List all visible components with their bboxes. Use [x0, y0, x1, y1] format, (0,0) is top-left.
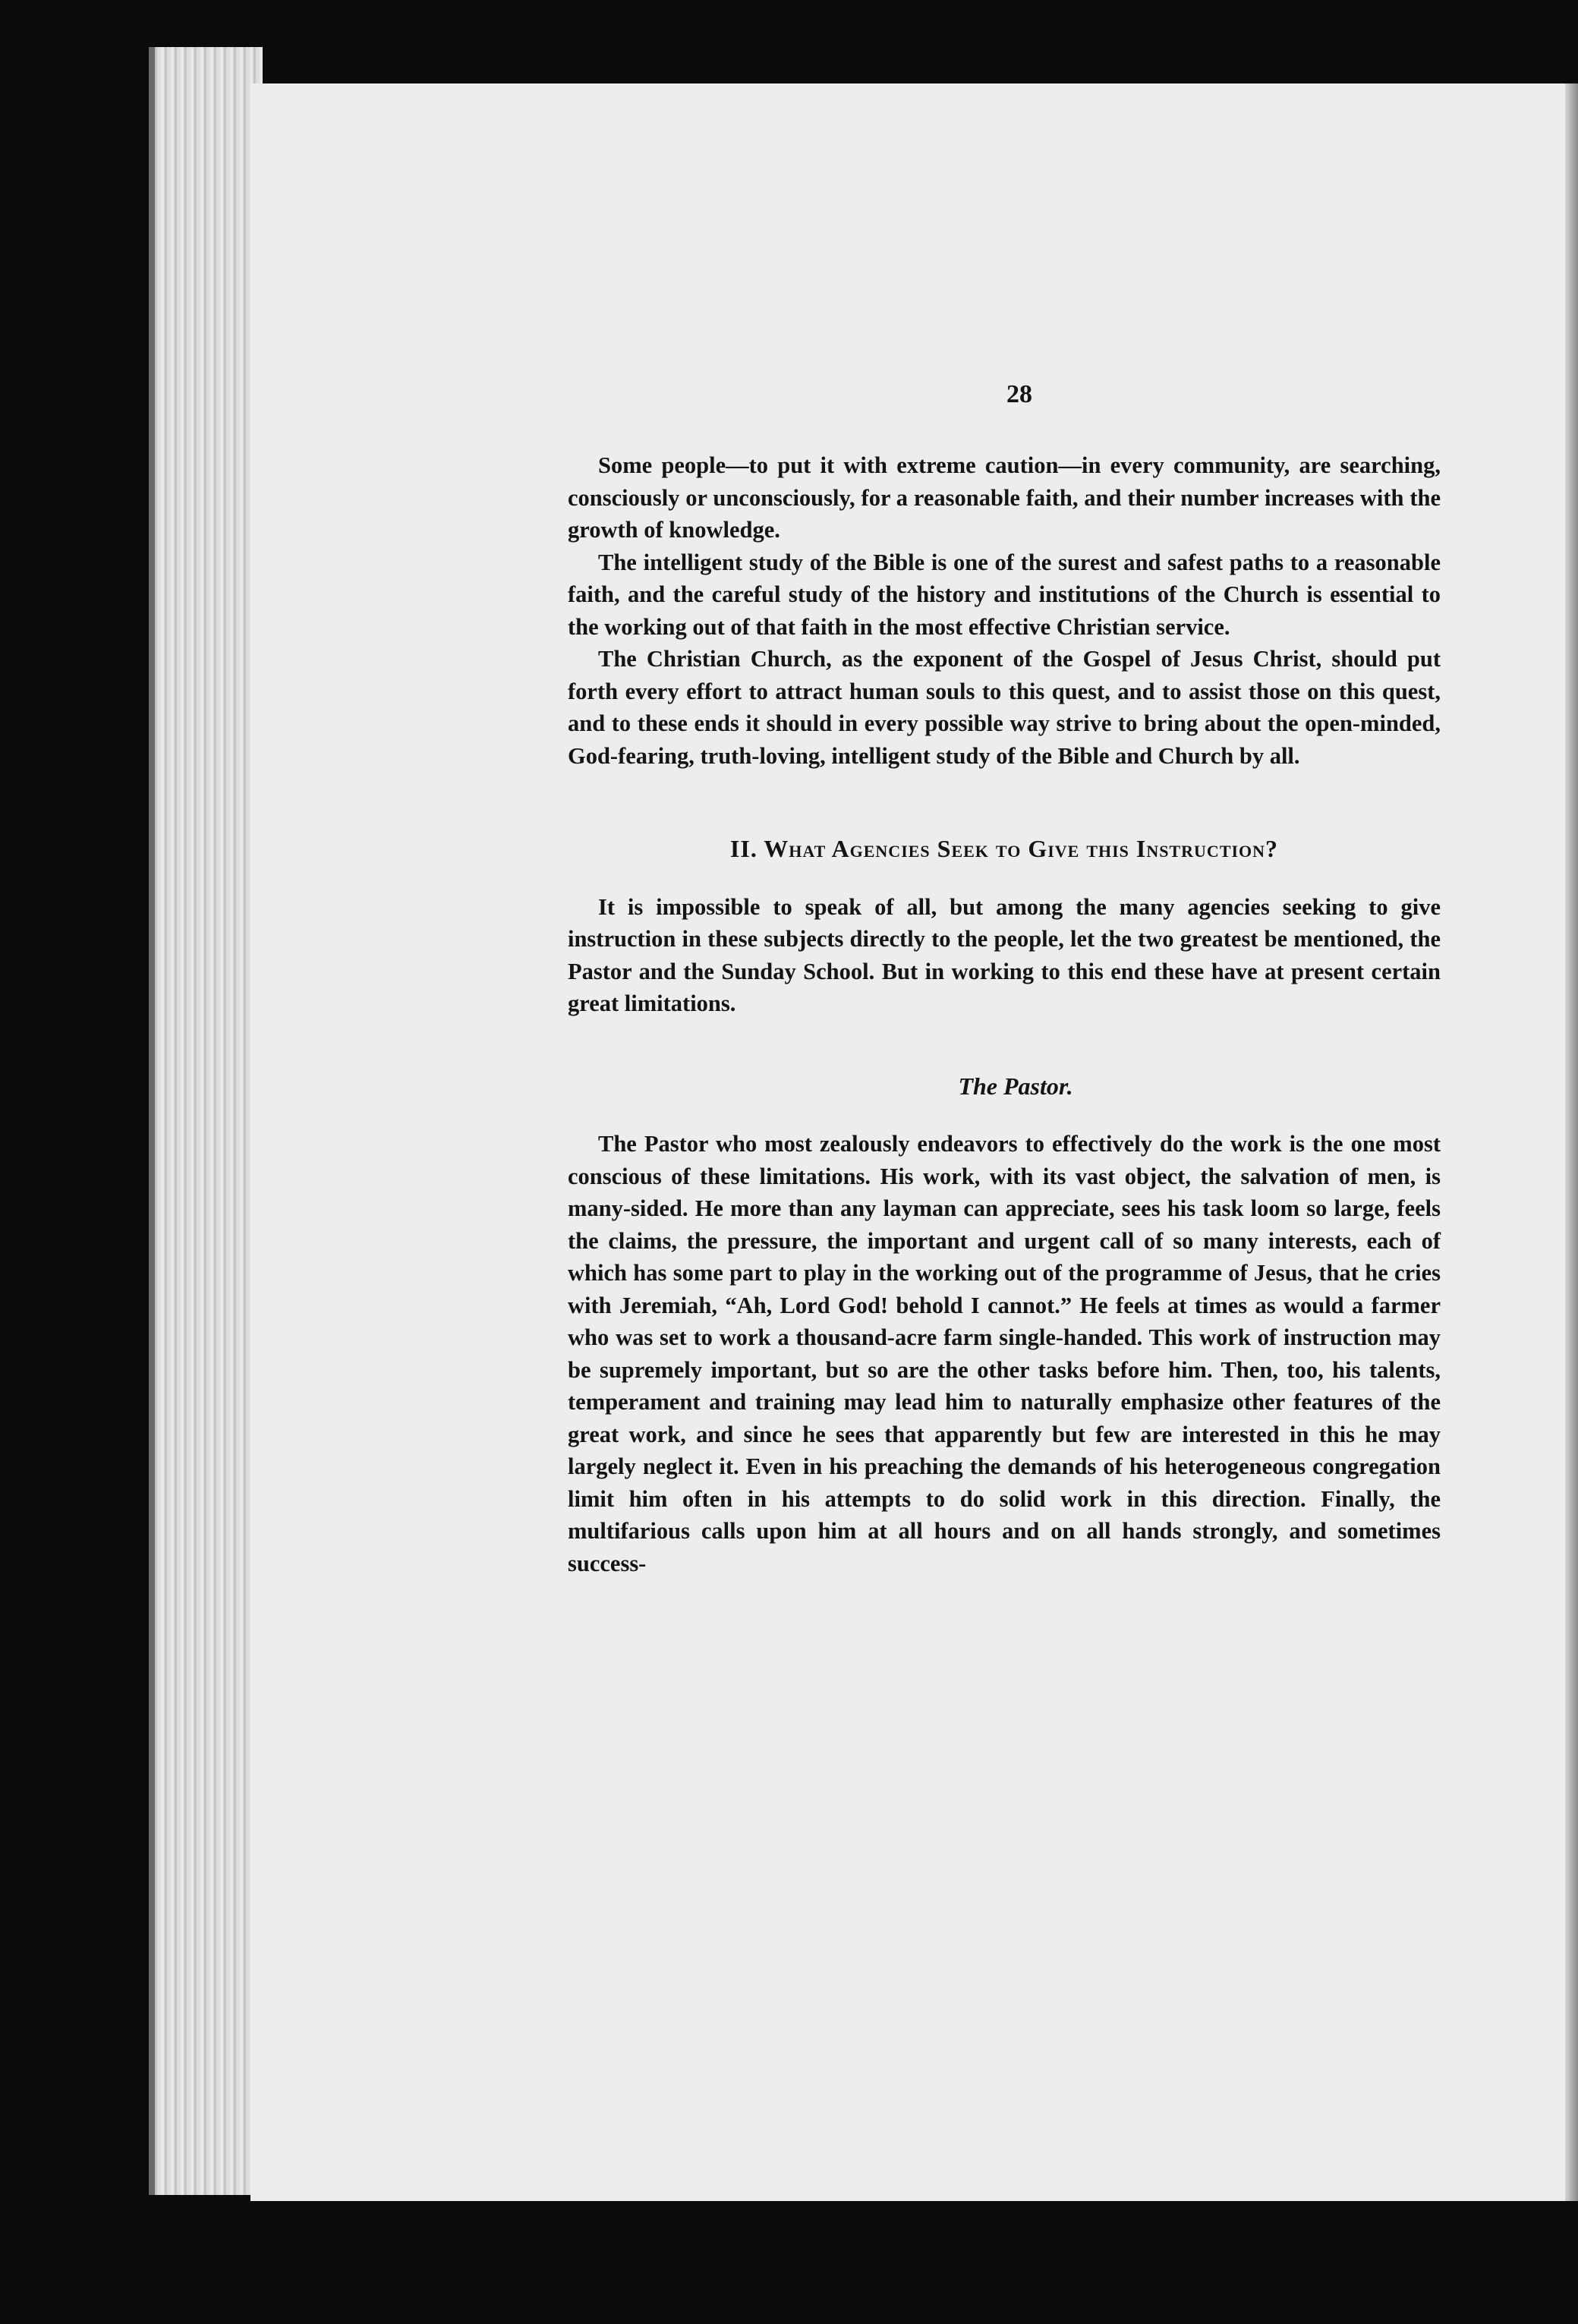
paragraph: The Pastor who most zealously endeavors to effectively do the work is the one most conscious of these limitations. His work, with its vast object, the salvation of men, is many-sided. He more than any layman can appreciate, sees his task loom so large, feels the claims, the pressure, the important and urgent call of so many interests, each of which has some part to play in the working out of the programme of Jesus, that he cries with Jeremiah, “Ah, Lord God! behold I cannot.” He feels at times as would a farmer who was set to work a thousand-acre farm single-handed. This work of instruction may be supremely important, but so are the other tasks before him. Then, too, his talents, temperament and training may lead him to naturally emphasize other features of the great work, and since he sees that apparently but few are interested in this he may largely neglect it. Even in his preaching the demands of his heterogeneous congregation limit him often in his attempts to do solid work in this direction. Finally, the multifarious calls upon him at all hours and on all hands strongly, and sometimes success- — [568, 1131, 1441, 1576]
page-right-edge — [1565, 83, 1578, 2201]
section-heading: II. What Agencies Seek to Give this Instruction? — [729, 835, 1279, 862]
page-content — [568, 379, 1441, 1579]
page-edges — [149, 47, 263, 2195]
page-number: 28 — [1006, 380, 1032, 408]
paragraph: The intelligent study of the Bible is one of the surest and safest paths to a reasonable faith, and the careful study of the history and institutions of the Church is essential to the working out of that faith in the most effective Christian service. — [568, 549, 1441, 640]
sub-heading: The Pastor. — [958, 1072, 1073, 1100]
paragraph: The Christian Church, as the exponent of the Gospel of Jesus Christ, should put forth every effort to attract human souls to this quest, and to assist those on this quest, and to these ends it should in every possible way strive to bring about the open-minded, God-fearing, truth-loving, intelligent study of the Bible and Church by all. — [568, 646, 1441, 769]
paragraph: Some people—to put it with extreme caution—in every community, are searching, consciously or unconsciously, for a reasonable faith, and their number increases with the growth of knowledge. — [568, 452, 1441, 543]
paragraph: It is impossible to speak of all, but among the many agencies seeking to give instruction in these subjects directly to the people, let the two greatest be mentioned, the Pastor and the Sunday School. But in working to this end these have at present certain great limitations. — [568, 893, 1441, 1016]
binding-shadow — [149, 47, 155, 2195]
